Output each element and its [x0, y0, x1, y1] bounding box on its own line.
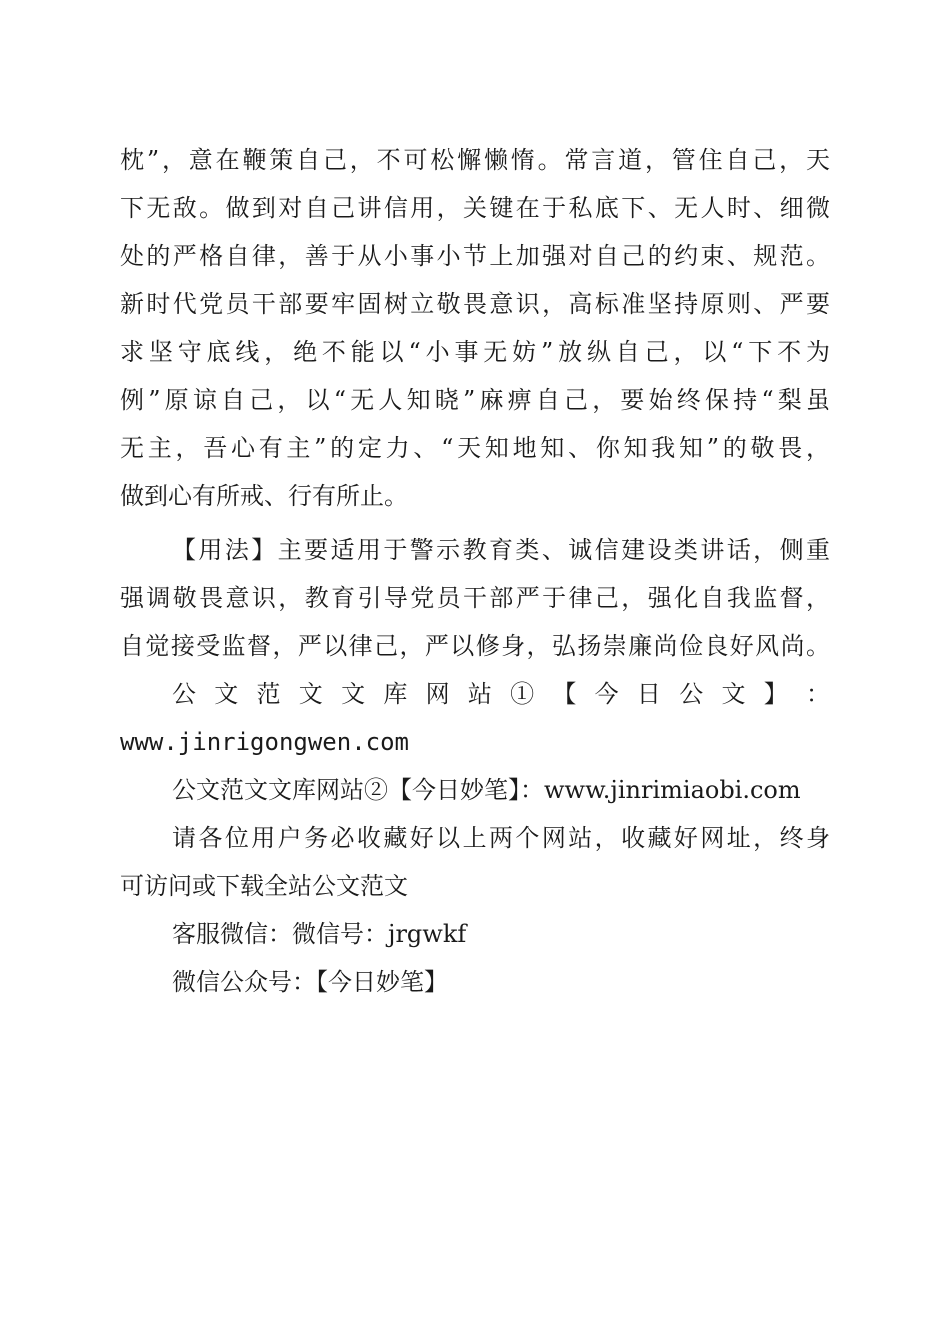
text-line: 做到心有所戒、行有所止。 [120, 482, 408, 510]
text-line: 自觉接受监督，严以律己，严以修身，弘扬崇廉尚俭良好风尚。 [120, 632, 830, 660]
official-account-line: 微信公众号：【今日妙笔】 [172, 968, 448, 996]
text-line: 强调敬畏意识，教育引导党员干部严于律己，强化自我监督， [120, 584, 830, 612]
site2-line: 公文范文文库网站②【今日妙笔】：www.jinrimiaobi.com [172, 776, 801, 804]
footer-notice [120, 670, 830, 1006]
text-line: 新时代党员干部要牢固树立敬畏意识，高标准坚持原则、严要 [120, 290, 830, 318]
notice-line: 可访问或下载全站公文范文 [120, 872, 408, 900]
text-line: 下无敌。做到对自己讲信用，关键在于私底下、无人时、细微 [120, 194, 830, 222]
notice-line: 请各位用户务必收藏好以上两个网站，收藏好网址，终身 [172, 824, 830, 852]
document-page [120, 136, 830, 1006]
text-line: 【用法】主要适用于警示教育类、诚信建设类讲话，侧重 [172, 536, 830, 564]
wechat-line: 客服微信：微信号：jrgwkf [172, 920, 467, 948]
body-paragraph-1 [120, 136, 830, 520]
text-line: 枕”，意在鞭策自己，不可松懈懒惰。常言道，管住自己，天 [120, 146, 830, 174]
text-line: 处的严格自律，善于从小事小节上加强对自己的约束、规范。 [120, 242, 830, 270]
site1-label: 公 文 范 文 文 库 网 站 ① 【 今 日 公 文 】 ： [172, 680, 830, 708]
text-line: 无主，吾心有主”的定力、“天知地知、你知我知”的敬畏， [120, 434, 830, 462]
text-line: 求坚守底线，绝不能以“小事无妨”放纵自己，以“下不为 [120, 338, 830, 366]
site1-url: www.jinrigongwen.com [120, 728, 409, 756]
usage-paragraph [120, 526, 830, 670]
text-line: 例”原谅自己，以“无人知晓”麻痹自己，要始终保持“梨虽 [120, 386, 830, 414]
